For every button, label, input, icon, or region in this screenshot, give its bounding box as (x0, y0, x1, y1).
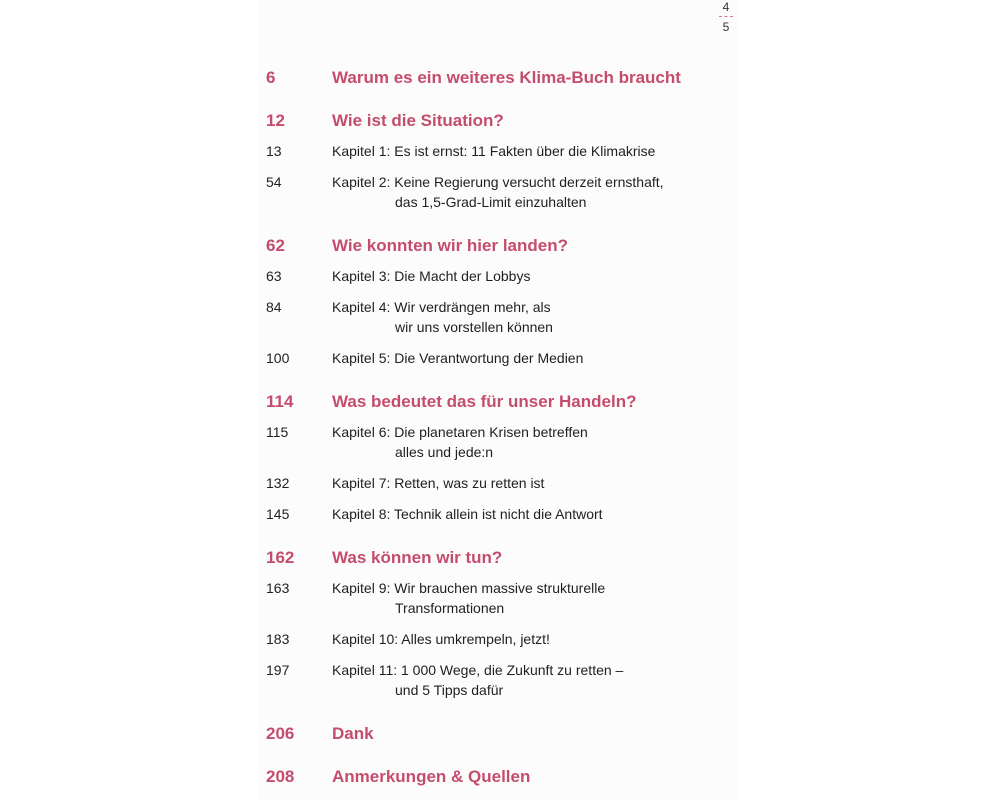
section-page: 62 (266, 236, 285, 255)
section-page: 206 (266, 724, 295, 743)
page-number-bottom: 5 (722, 20, 730, 34)
page-number-top: 4 (722, 0, 730, 14)
chapter-page: 132 (266, 475, 290, 491)
chapter-title: Kapitel 8: Technik allein ist nicht die Antwort (332, 506, 603, 522)
chapter-page: 84 (266, 299, 282, 315)
chapter-page: 13 (266, 143, 282, 159)
chapter-title (332, 422, 588, 462)
chapter-title (332, 660, 623, 700)
section-title: Wie konnten wir hier landen? (332, 236, 568, 255)
chapter-title: Kapitel 1: Es ist ernst: 11 Fakten über die Klimakrise (332, 143, 656, 159)
chapter-title (332, 172, 664, 212)
chapter-page: 100 (266, 350, 290, 366)
section-title: Dank (332, 724, 374, 743)
chapter-title: Kapitel 7: Retten, was zu retten ist (332, 475, 545, 491)
chapter-page: 163 (266, 580, 290, 596)
chapter-page: 197 (266, 662, 290, 678)
chapter-title-line: das 1,5-Grad-Limit einzuhalten (395, 194, 587, 210)
section-title: Warum es ein weiteres Klima-Buch braucht (332, 68, 681, 87)
section-page: 162 (266, 548, 295, 567)
chapter-title (332, 578, 605, 618)
section-page: 114 (266, 392, 294, 411)
chapter-page: 145 (266, 506, 290, 522)
chapter-title-line: wir uns vorstellen können (395, 319, 553, 335)
section-page: 6 (266, 68, 276, 87)
section-title: Wie ist die Situation? (332, 111, 504, 130)
page-number-marker (712, 0, 740, 34)
chapter-page: 115 (266, 424, 289, 440)
chapter-title-line: Kapitel 2: Keine Regierung versucht derzeit ernsthaft, (332, 174, 664, 190)
chapter-title: Kapitel 10: Alles umkrempeln, jetzt! (332, 631, 550, 647)
chapter-title-line: alles und jede:n (395, 444, 494, 460)
chapter-title-line: Kapitel 4: Wir verdrängen mehr, als (332, 299, 551, 315)
chapter-page: 183 (266, 631, 290, 647)
chapter-title-line: Kapitel 9: Wir brauchen massive strukturelle (332, 580, 606, 596)
section-page: 208 (266, 767, 295, 786)
chapter-title-line: Transformationen (395, 600, 505, 616)
chapter-title: Kapitel 5: Die Verantwortung der Medien (332, 350, 584, 366)
chapter-title-line: und 5 Tipps dafür (395, 682, 504, 698)
chapter-title-line: Kapitel 6: Die planetaren Krisen betreffen (332, 424, 588, 440)
chapter-page: 54 (266, 174, 282, 190)
section-title: Was bedeutet das für unser Handeln? (332, 392, 637, 411)
section-page: 12 (266, 111, 285, 130)
chapter-title: Kapitel 3: Die Macht der Lobbys (332, 268, 531, 284)
section-title: Anmerkungen & Quellen (332, 767, 531, 786)
chapter-page: 63 (266, 268, 282, 284)
section-title: Was können wir tun? (332, 548, 503, 567)
chapter-title-line: Kapitel 11: 1 000 Wege, die Zukunft zu retten – (332, 662, 624, 678)
page-number-divider (719, 16, 733, 17)
chapter-title (332, 297, 553, 337)
